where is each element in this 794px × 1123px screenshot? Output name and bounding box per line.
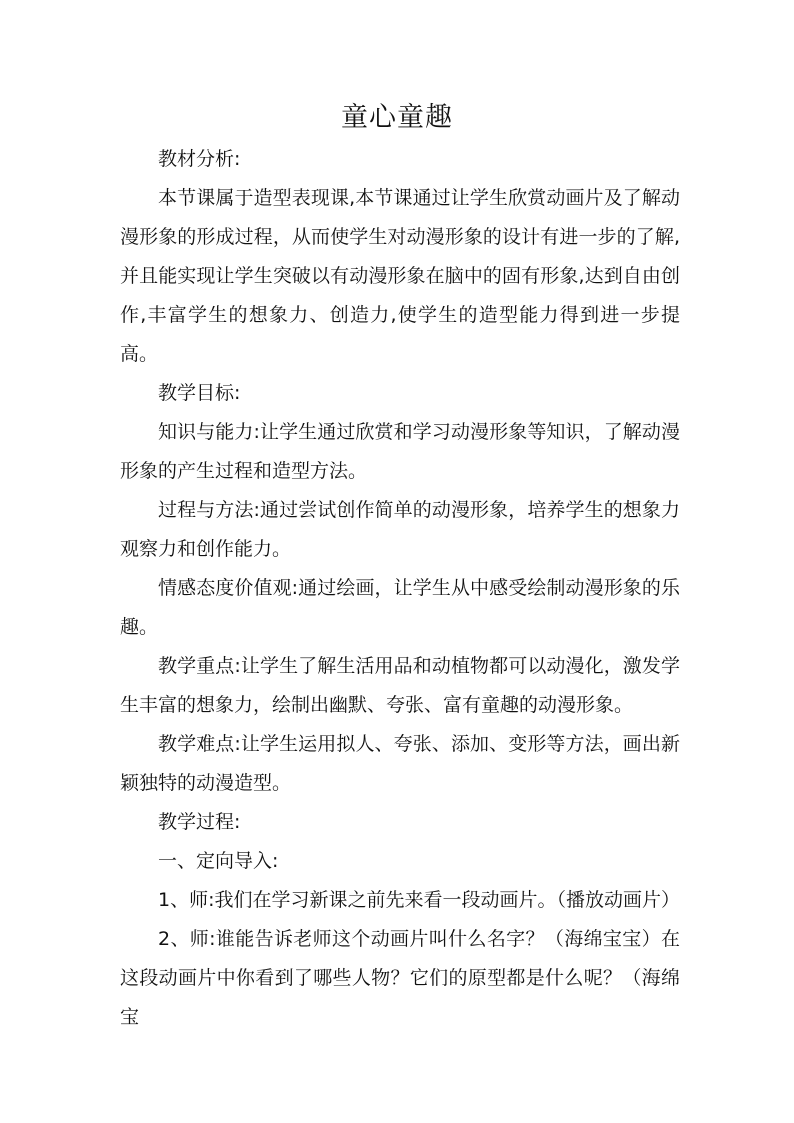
paragraph-subheading: 一、定向导入:	[158, 850, 279, 872]
paragraph-text: 教学难点:让学生运用拟人、夸张、添加、变形等方法，画出新颖独特的动漫造型。	[120, 733, 680, 794]
paragraph-section-heading: 教学目标:	[158, 382, 241, 404]
paragraph-text: 1、师:我们在学习新课之前先来看一段动画片。（播放动画片）	[158, 889, 680, 911]
document-title: 童心童趣	[341, 102, 453, 133]
paragraph-text: 本节课属于造型表现课,本节课通过让学生欣赏动画片及了解动漫形象的形成过程，从而使学生对动漫形象的设计有进一步的了解,并且能实现让学生突破以有动漫形象在脑中的固有形象,达到自由创作,丰富学生的想象力、创造力,使学生的造型能力得到进一步提高。	[120, 187, 680, 365]
paragraph-section-heading: 教学过程:	[158, 811, 241, 833]
paragraph-text: 情感态度价值观:通过绘画，让学生从中感受绘制动漫形象的乐趣。	[120, 577, 680, 638]
paragraph-text: 知识与能力:让学生通过欣赏和学习动漫形象等知识，了解动漫形象的产生过程和造型方法。	[120, 421, 680, 482]
paragraph-text: 教学重点:让学生了解生活用品和动植物都可以动漫化，激发学生丰富的想象力，绘制出幽默、夸张、富有童趣的动漫形象。	[120, 655, 680, 716]
paragraph-text: 2、师:谁能告诉老师这个动画片叫什么名字？（海绵宝宝）在这段动画片中你看到了哪些人物？它们的原型都是什么呢？（海绵宝	[120, 928, 680, 1028]
document-body	[120, 140, 680, 1037]
paragraph-text: 过程与方法:通过尝试创作简单的动漫形象，培养学生的想象力观察力和创作能力。	[120, 499, 680, 560]
paragraph-section-heading: 教材分析:	[158, 148, 241, 170]
